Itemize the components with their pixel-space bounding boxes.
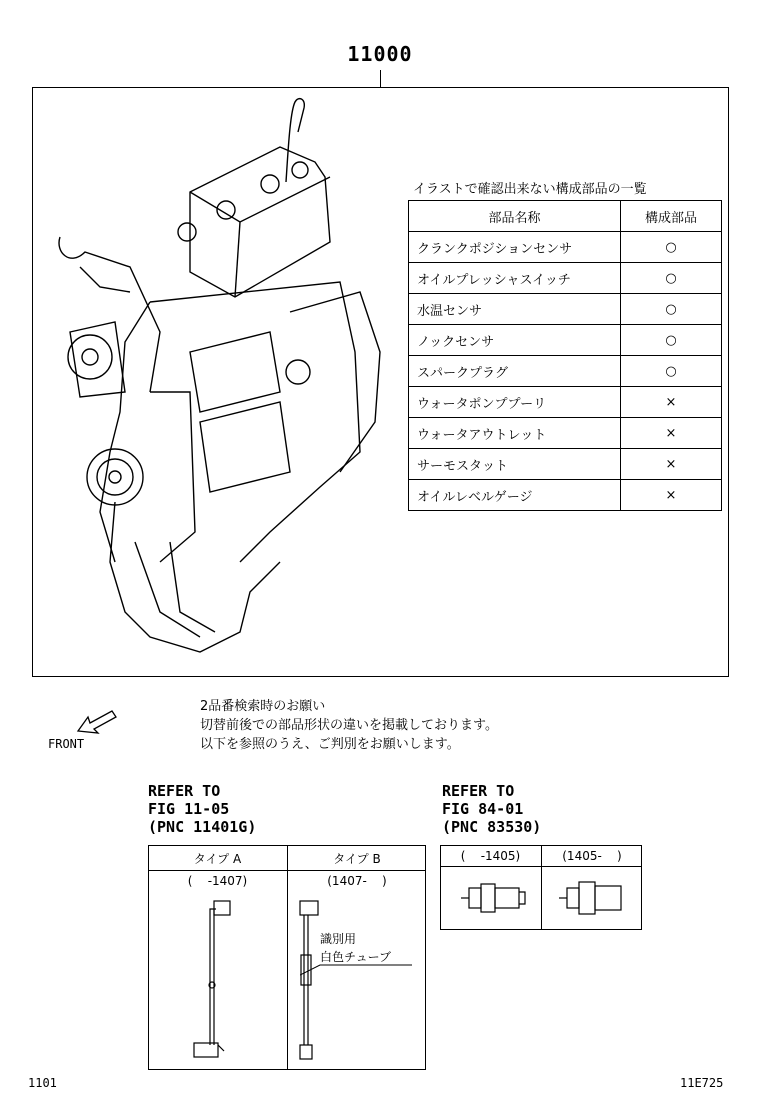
- note-line-3: 以下を参照のうえ、ご判別をお願いします。: [200, 737, 460, 752]
- part-mark: ○: [621, 232, 722, 263]
- label-identification: 識別用: [320, 932, 357, 946]
- table-row: [409, 294, 722, 325]
- table-caption: イラストで確認出来ない構成部品の一覧: [413, 182, 647, 197]
- part-name: ノックセンサ: [409, 325, 621, 356]
- table-row: [409, 449, 722, 480]
- footer-right: 11E725: [680, 1076, 724, 1090]
- part-mark: ○: [621, 325, 722, 356]
- type-a-range: ( -1407): [187, 874, 248, 888]
- table-row: [409, 480, 722, 511]
- table-row: [409, 325, 722, 356]
- part-mark: ○: [621, 263, 722, 294]
- switch-b-illustration: [555, 878, 635, 918]
- type-b-header: タイプ B: [333, 852, 381, 866]
- reference-right: [442, 782, 541, 836]
- table-row: [409, 418, 722, 449]
- reference-left: [148, 782, 256, 836]
- part-name: 水温センサ: [409, 294, 621, 325]
- ref-right-line-3: (PNC 83530): [442, 818, 542, 836]
- front-label: FRONT: [48, 737, 85, 751]
- part-name: ウォータポンププーリ: [409, 387, 621, 418]
- part-name: クランクポジションセンサ: [409, 232, 621, 263]
- parts-table: [408, 200, 722, 511]
- front-arrow-icon: [74, 705, 120, 737]
- ref-left-line-3: (PNC 11401G): [148, 818, 257, 836]
- note-line-2: 切替前後での部品形状の違いを掲載しております。: [200, 718, 498, 733]
- header-component: 構成部品: [621, 201, 722, 232]
- search-note: [200, 697, 498, 754]
- ref-left-line-1: REFER TO: [148, 782, 221, 800]
- switch-range-b: (1405- ): [562, 849, 622, 863]
- type-b-range: (1407- ): [327, 874, 387, 888]
- switch-range-a: ( -1405): [460, 849, 521, 863]
- ref-right-line-2: FIG 84-01: [442, 800, 524, 818]
- part-mark: ○: [621, 356, 722, 387]
- table-row: [409, 387, 722, 418]
- part-mark: ○: [621, 294, 722, 325]
- table-row: [409, 232, 722, 263]
- part-mark: ×: [621, 449, 722, 480]
- part-name: ウォータアウトレット: [409, 418, 621, 449]
- header-part-name: 部品名称: [409, 201, 621, 232]
- note-line-1: 2品番検索時のお願い: [200, 699, 326, 714]
- part-name: オイルプレッシャスイッチ: [409, 263, 621, 294]
- leader-line: [380, 70, 381, 87]
- divider: [440, 866, 642, 867]
- type-a-header: タイプ A: [193, 852, 242, 866]
- part-name: スパークプラグ: [409, 356, 621, 387]
- part-mark: ×: [621, 418, 722, 449]
- divider: [148, 870, 426, 871]
- table-row: [409, 263, 722, 294]
- footer-left: 1101: [28, 1076, 57, 1090]
- table-row: [409, 356, 722, 387]
- part-name: オイルレベルゲージ: [409, 480, 621, 511]
- engine-illustration: [40, 92, 400, 672]
- sensor-type-a-illustration: [180, 895, 250, 1065]
- switch-a-illustration: [455, 878, 535, 918]
- part-name: サーモスタット: [409, 449, 621, 480]
- part-mark: ×: [621, 387, 722, 418]
- ref-left-line-2: FIG 11-05: [148, 800, 230, 818]
- part-number: 11000: [347, 42, 413, 66]
- label-white-tube: 白色チューブ: [320, 950, 392, 964]
- ref-right-line-1: REFER TO: [442, 782, 515, 800]
- part-mark: ×: [621, 480, 722, 511]
